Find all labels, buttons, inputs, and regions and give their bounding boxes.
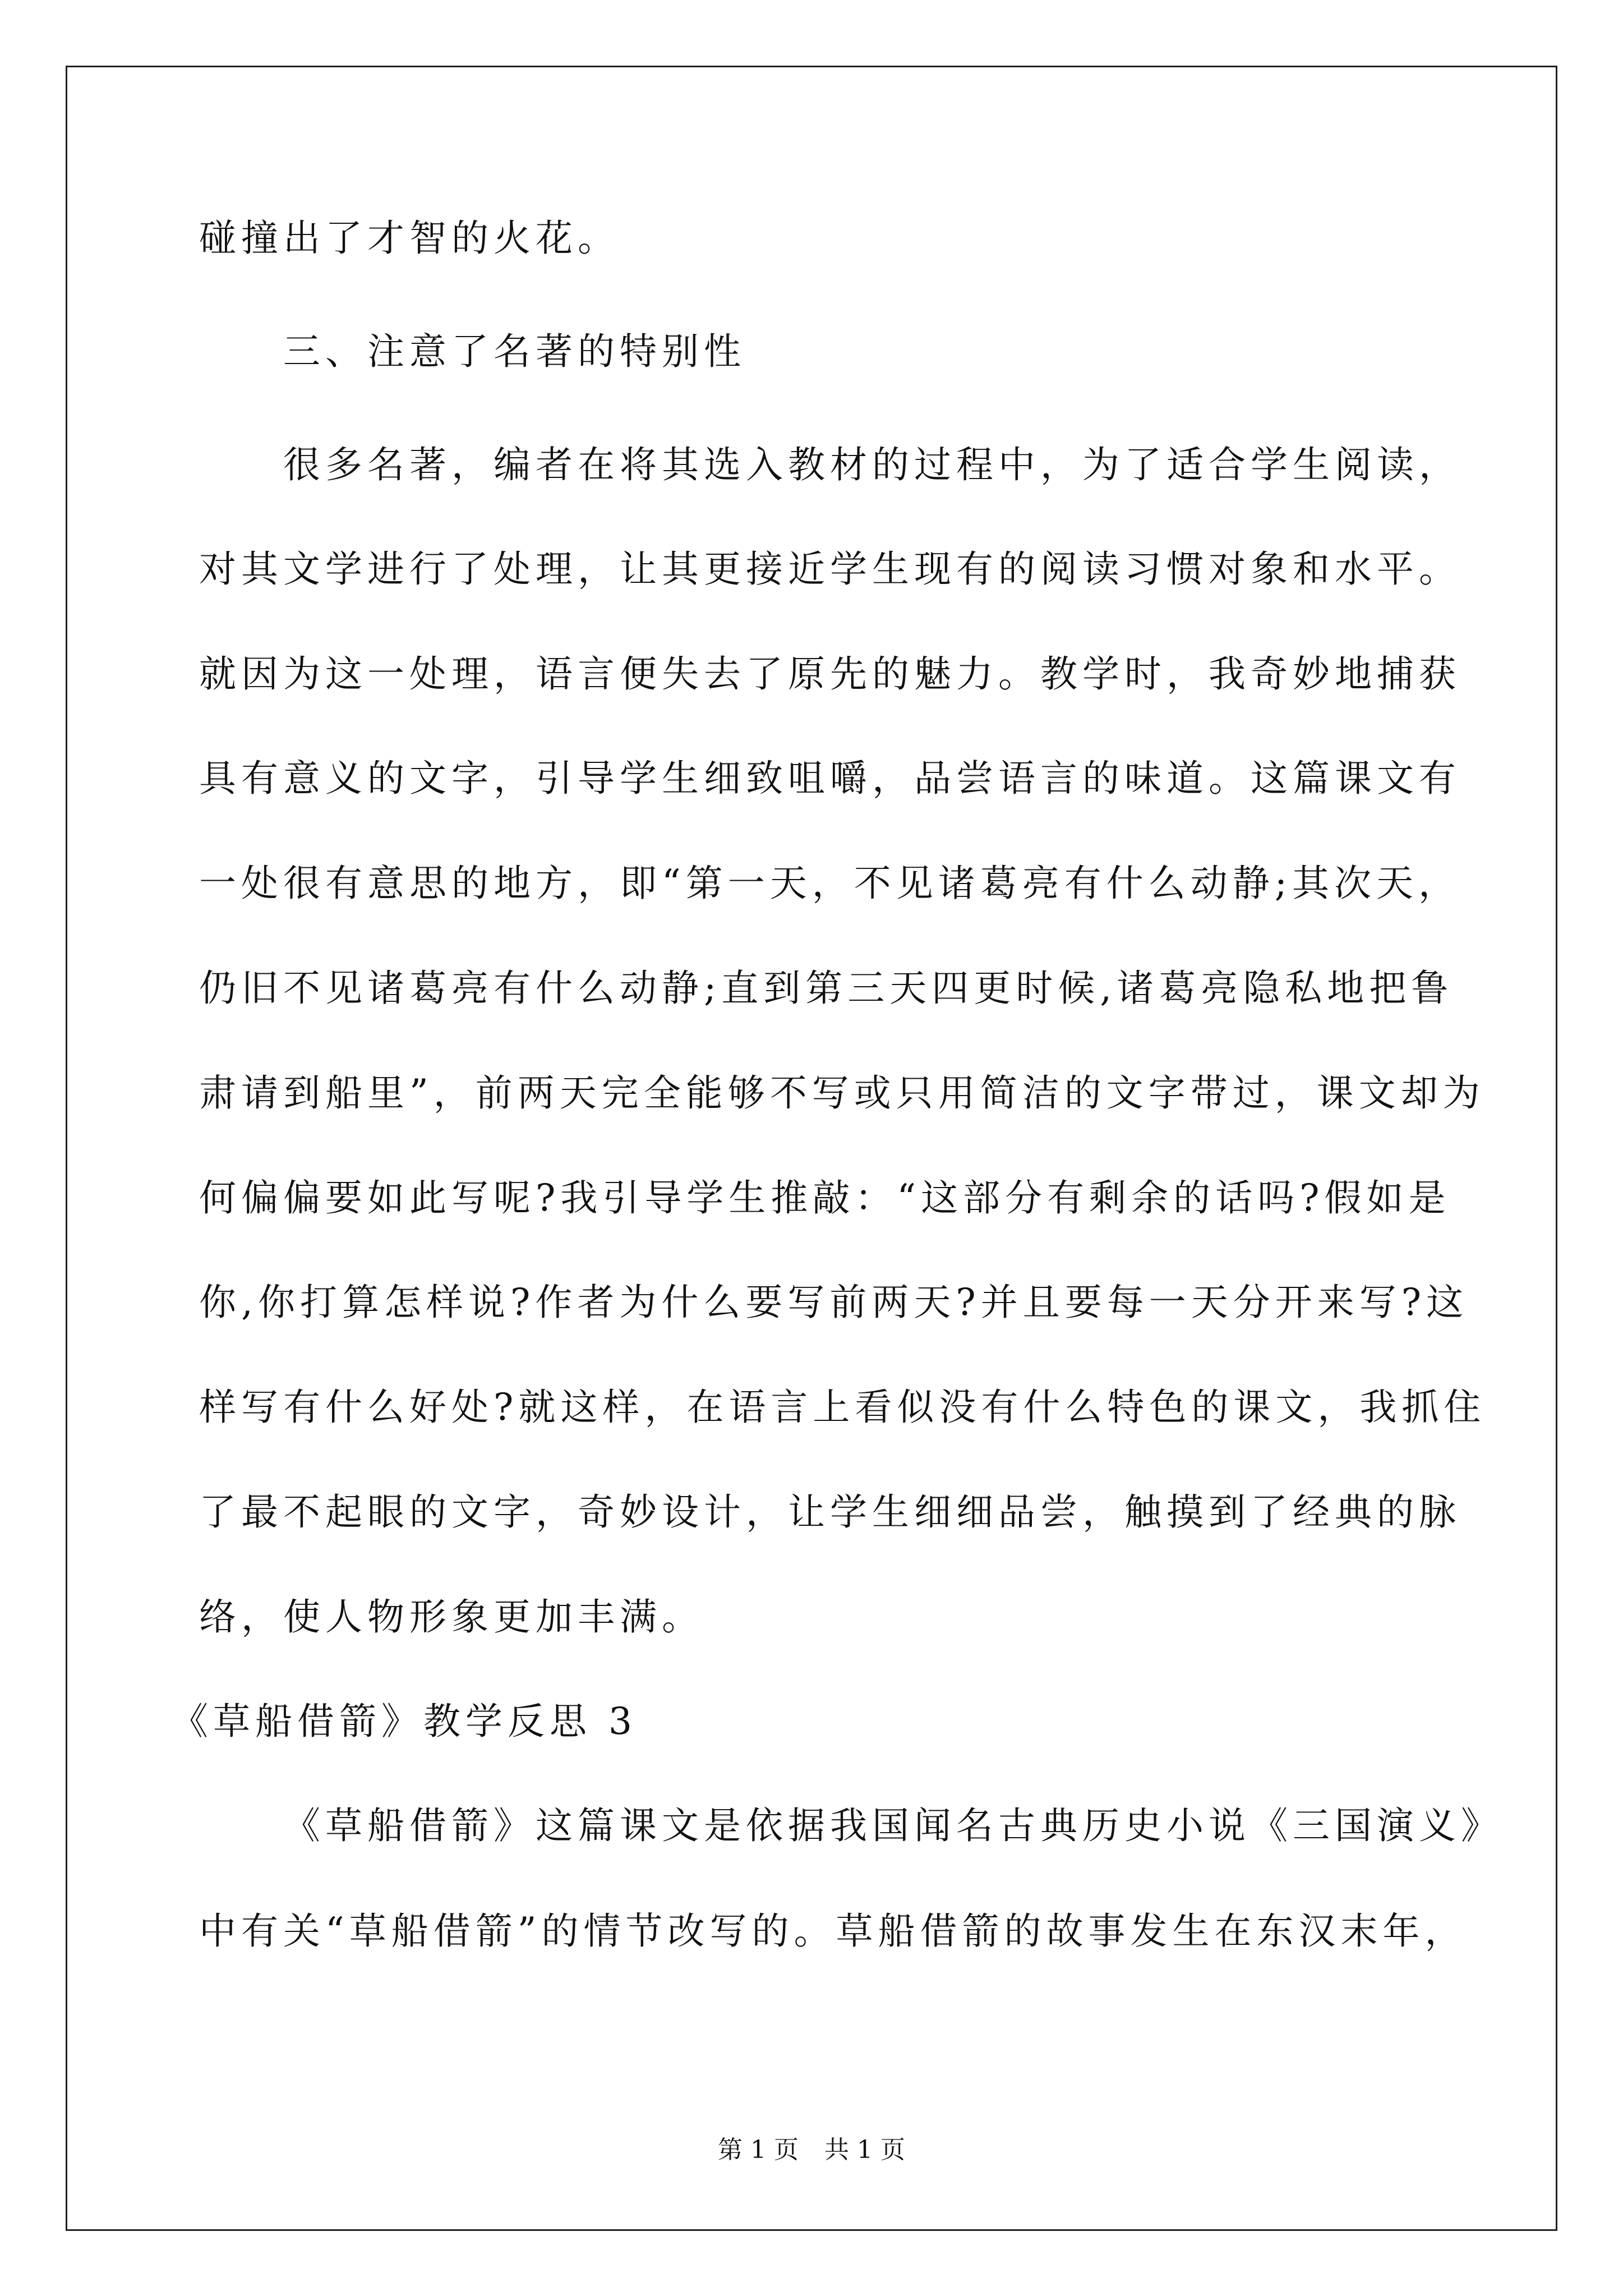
paragraph-line: 很多名著，编者在将其选入教材的过程中，为了适合学生阅读， (283, 443, 1461, 486)
paragraph-line: 对其文学进行了处理，让其更接近学生现有的阅读习惯对象和水平。 (199, 547, 1461, 591)
paragraph-line: 仍旧不见诸葛亮有什么动静;直到第三天四更时候,诸葛亮隐私地把鲁 (199, 967, 1454, 1010)
paragraph-line: 碰撞出了才智的火花。 (199, 217, 620, 260)
document-title: 《草船借箭》教学反思 3 (171, 1700, 637, 1743)
paragraph-line: 络，使人物形象更加丰满。 (199, 1595, 704, 1639)
paragraph-line: 中有关“草船借箭”的情节改写的。草船借箭的故事发生在东汉末年， (199, 1910, 1467, 1953)
paragraph-line: 肃请到船里”，前两天完全能够不写或只用简洁的文字带过，课文却为 (199, 1071, 1485, 1115)
paragraph-line: 何偏偏要如此写呢?我引导学生推敲：“这部分有剩余的话吗?假如是 (199, 1176, 1451, 1220)
page-count: 共 1 页 (824, 2136, 905, 2164)
page-number: 第 1 页 (718, 2136, 799, 2164)
paragraph-line: 就因为这一处理，语言便失去了原先的魅力。教学时，我奇妙地捕获 (199, 652, 1461, 696)
paragraph-line: 样写有什么好处?就这样，在语言上看似没有什么特色的课文，我抓住 (199, 1386, 1486, 1429)
paragraph-line: 了最不起眼的文字，奇妙设计，让学生细细品尝，触摸到了经典的脉 (199, 1490, 1461, 1534)
paragraph-line: 一处很有意思的地方，即“第一天，不见诸葛亮有什么动静;其次天， (199, 862, 1460, 905)
paragraph-line: 具有意义的文字，引导学生细致咀嚼，品尝语言的味道。这篇课文有 (199, 757, 1461, 800)
page-border (66, 66, 1557, 2231)
paragraph-line: 你,你打算怎样说?作者为什么要写前两天?并且要每一天分开来写?这 (199, 1281, 1469, 1324)
paragraph-line: 《草船借箭》这篇课文是依据我国闻名古典历史小说《三国演义》 (283, 1804, 1503, 1847)
section-heading: 三、注意了名著的特别性 (283, 330, 746, 373)
page-footer (0, 2134, 1623, 2166)
